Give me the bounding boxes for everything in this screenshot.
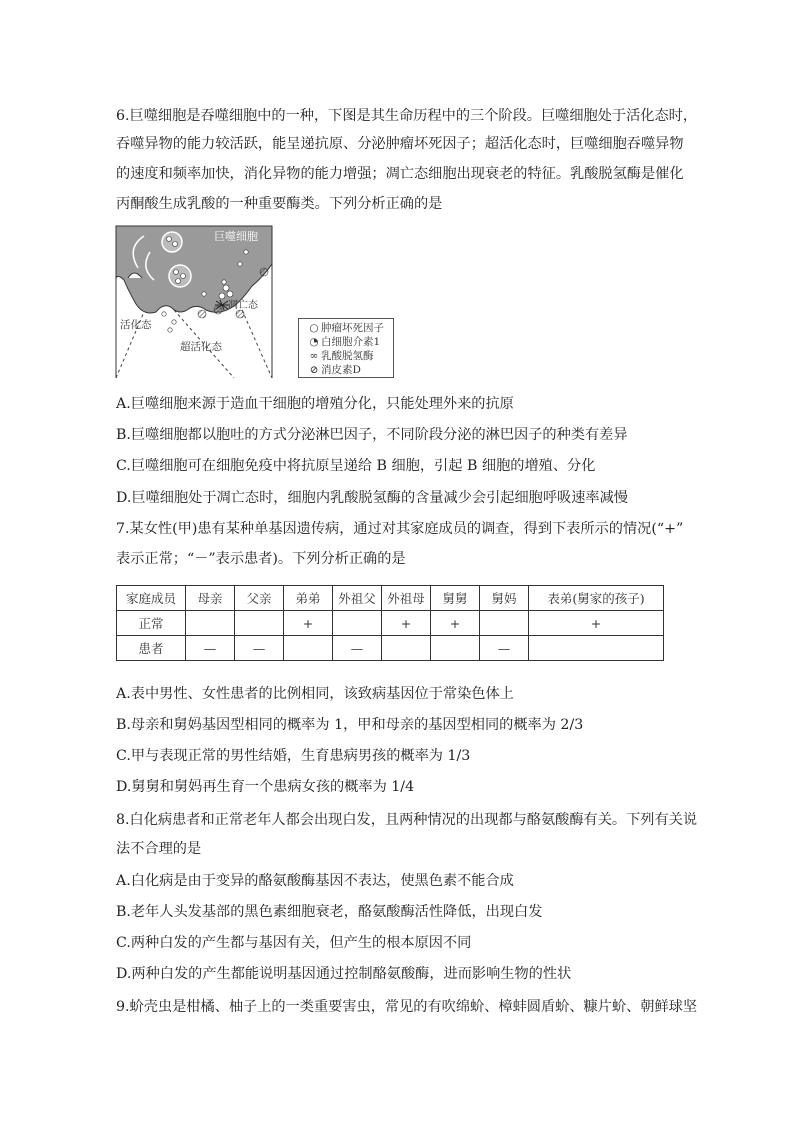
table-cell: + bbox=[431, 611, 480, 636]
label-activated: 活化态 bbox=[120, 319, 152, 331]
table-cell bbox=[529, 636, 664, 661]
legend-item: ◔ 白细胞介素1 bbox=[309, 336, 381, 348]
table-row bbox=[117, 636, 664, 661]
q7-option-d: D.舅舅和舅妈再生育一个患病女孩的概率为 1/4 bbox=[116, 779, 415, 795]
table-cell bbox=[333, 611, 382, 636]
q7-stem-line-1: 7.某女性(甲)患有某种单基因遗传病，通过对其家庭成员的调查，得到下表所示的情况(“+” bbox=[116, 521, 684, 537]
table-cell bbox=[284, 636, 333, 661]
table-header-cell: 母亲 bbox=[186, 586, 235, 611]
table-row bbox=[117, 611, 664, 636]
table-cell bbox=[480, 611, 529, 636]
q7-option-c: C.甲与表现正常的男性结婚，生育患病男孩的概率为 1/3 bbox=[116, 748, 471, 764]
table-cell: + bbox=[382, 611, 431, 636]
q8-option-a: A.白化病是由于变异的酪氨酸酶基因不表达，使黑色素不能合成 bbox=[116, 873, 514, 889]
table-cell bbox=[382, 636, 431, 661]
q8-option-b: B.老年人头发基部的黑色素细胞衰老，酪氨酸酶活性降低，出现白发 bbox=[116, 904, 543, 920]
q6-option-a: A.巨噬细胞来源于造血干细胞的增殖分化，只能处理外来的抗原 bbox=[116, 396, 514, 412]
table-header-cell: 舅舅 bbox=[431, 586, 480, 611]
table-cell: + bbox=[529, 611, 664, 636]
table-cell: — bbox=[333, 636, 382, 661]
table-header-cell: 舅妈 bbox=[480, 586, 529, 611]
q6-option-d: D.巨噬细胞处于凋亡态时，细胞内乳酸脱氢酶的含量减少会引起细胞呼吸速率减慢 bbox=[116, 490, 628, 506]
q6-stem-line-1: 6.巨噬细胞是吞噬细胞中的一种，下图是其生命历程中的三个阶段。巨噬细胞处于活化态时， bbox=[116, 108, 698, 124]
table-header-cell: 外祖父 bbox=[333, 586, 382, 611]
q7-option-b: B.母亲和舅妈基因型相同的概率为 1，甲和母亲的基因型相同的概率为 2/3 bbox=[116, 717, 584, 733]
family-table bbox=[116, 585, 664, 661]
table-cell bbox=[186, 611, 235, 636]
legend-item: ⊘ 消皮素D bbox=[309, 364, 361, 376]
table-header-row bbox=[117, 586, 664, 611]
table-cell: — bbox=[480, 636, 529, 661]
q7-option-a: A.表中男性、女性患者的比例相同，该致病基因位于常染色体上 bbox=[116, 686, 514, 702]
legend-item: ○ 肿瘤坏死因子 bbox=[309, 322, 384, 334]
table-header-cell: 父亲 bbox=[235, 586, 284, 611]
legend-item: ∞ 乳酸脱氢酶 bbox=[309, 350, 374, 362]
label-macrophage: 巨噬细胞 bbox=[214, 230, 258, 243]
double-ring-icon: ∞ bbox=[309, 350, 319, 362]
table-header-cell: 家庭成员 bbox=[117, 586, 186, 611]
table-cell: — bbox=[186, 636, 235, 661]
q6-stem-line-2: 吞噬异物的能力较活跃，能呈递抗原、分泌肿瘤坏死因子；超活化态时，巨噬细胞吞噬异物 bbox=[116, 136, 684, 152]
table-cell bbox=[235, 611, 284, 636]
q8-option-d: D.两种白发的产生都能说明基因通过控制酪氨酸酶，进而影响生物的性状 bbox=[116, 966, 572, 982]
table-cell: + bbox=[284, 611, 333, 636]
q9-stem-line-1: 9.蚧壳虫是柑橘、柚子上的一类重要害虫，常见的有吹绵蚧、樟蚌圆盾蚧、糠片蚧、朝鲜球坚 bbox=[116, 999, 698, 1015]
table-header-cell: 外祖母 bbox=[382, 586, 431, 611]
label-superactivated: 超活化态 bbox=[180, 341, 222, 353]
table-cell: 患者 bbox=[117, 636, 186, 661]
q6-stem-line-4: 丙酮酸生成乳酸的一种重要酶类。下列分析正确的是 bbox=[116, 196, 443, 212]
label-apoptotic: 凋亡态 bbox=[228, 300, 258, 311]
q6-stem-line-3: 的速度和频率加快，消化异物的能力增强；凋亡态细胞出现衰老的特征。乳酸脱氢酶是催化 bbox=[116, 166, 684, 182]
q7-stem-line-2: 表示正常；“－”表示患者)。下列分析正确的是 bbox=[116, 551, 406, 567]
circle-icon: ○ bbox=[309, 322, 319, 334]
crescent-icon: ◔ bbox=[309, 336, 319, 348]
table-cell: 正常 bbox=[117, 611, 186, 636]
table-header-cell: 弟弟 bbox=[284, 586, 333, 611]
striped-circle-icon: ⊘ bbox=[309, 364, 319, 376]
table-cell bbox=[431, 636, 480, 661]
table-cell: — bbox=[235, 636, 284, 661]
q8-stem-line-2: 法不合理的是 bbox=[116, 841, 202, 857]
q8-option-c: C.两种白发的产生都与基因有关，但产生的根本原因不同 bbox=[116, 935, 472, 951]
figure-legend bbox=[298, 318, 394, 378]
q6-option-b: B.巨噬细胞都以胞吐的方式分泌淋巴因子，不同阶段分泌的淋巴因子的种类有差异 bbox=[116, 427, 628, 443]
q6-option-c: C.巨噬细胞可在细胞免疫中将抗原呈递给 B 细胞，引起 B 细胞的增殖、分化 bbox=[116, 458, 596, 474]
table-header-cell: 表弟(舅家的孩子) bbox=[529, 586, 664, 611]
q8-stem-line-1: 8.白化病患者和正常老年人都会出现白发，且两种情况的出现都与酪氨酸酶有关。下列有关说 bbox=[116, 812, 698, 828]
